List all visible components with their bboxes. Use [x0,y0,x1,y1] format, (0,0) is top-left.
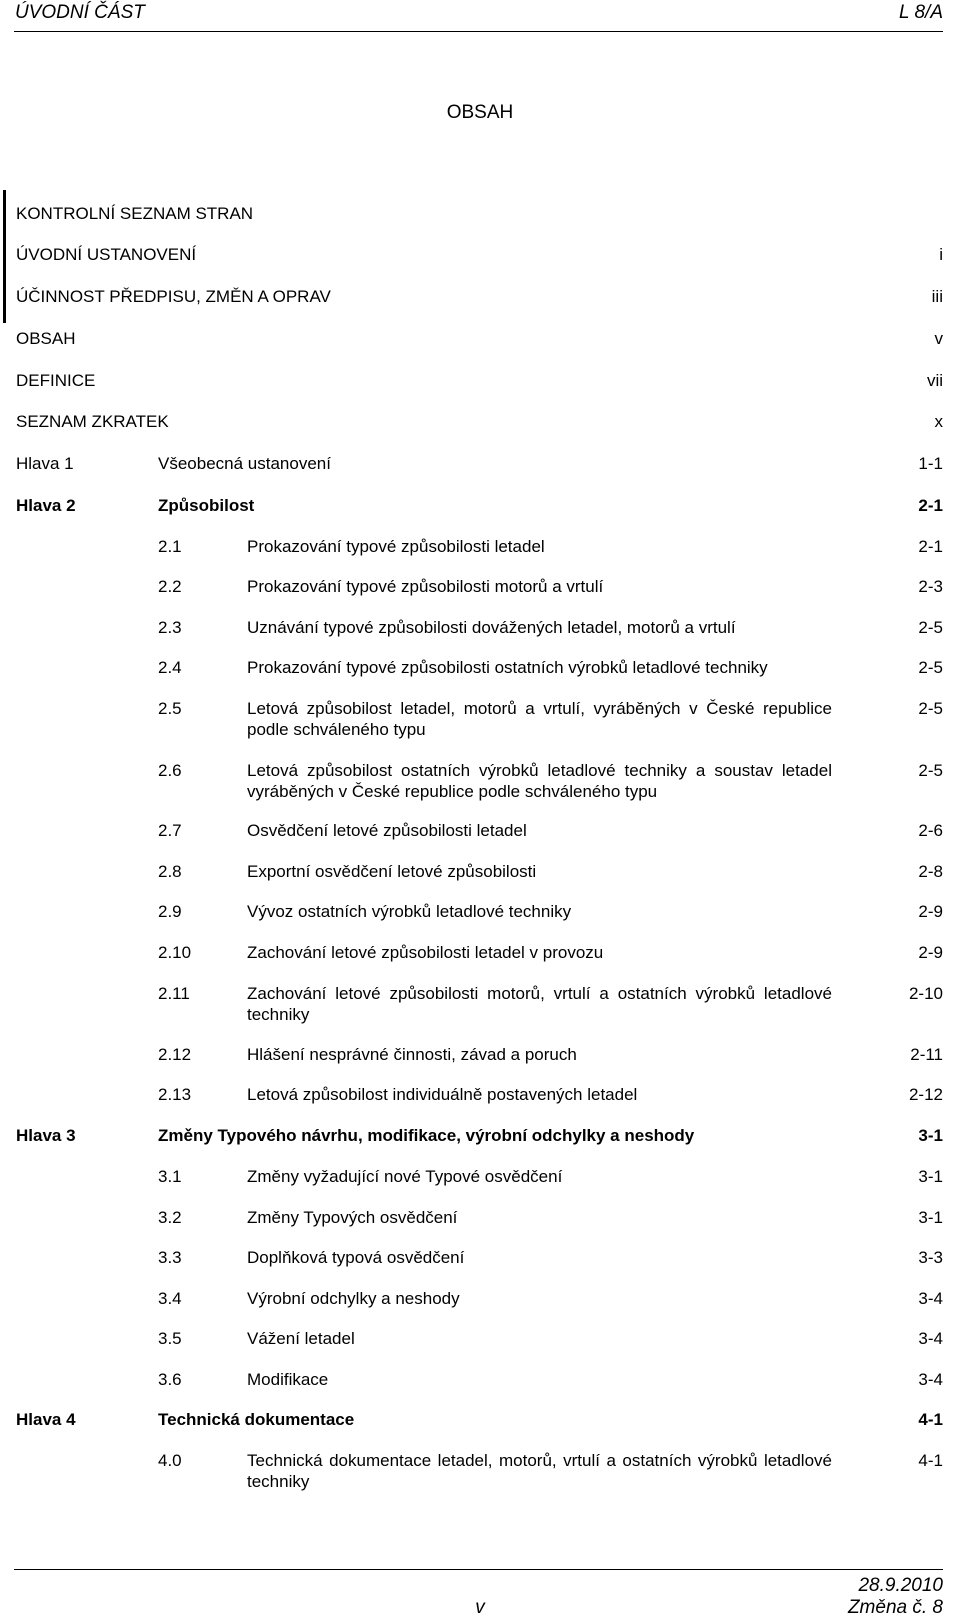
chapter-label: Hlava 1 [16,454,74,473]
footer-change: Změna č. 8 [847,1597,943,1618]
section-title: Změny Typových osvědčení [247,1208,458,1227]
chapter-title: Změny Typového návrhu, modifikace, výrobní odchylky a neshody [158,1126,695,1145]
section-title: Uznávání typové způsobilosti dovážených letadel, motorů a vrtulí [247,618,736,637]
section-title: Změny vyžadující nové Typové osvědčení [247,1167,563,1186]
section-title: Výrobní odchylky a neshody [247,1289,460,1308]
section-number: 2.7 [158,821,182,840]
section-title: Prokazování typové způsobilosti ostatních výrobků letadlové techniky [247,658,768,677]
section-title: Exportní osvědčení letové způsobilosti [247,862,537,881]
section-number: 3.2 [158,1208,182,1227]
section-page: 2-5 [918,761,943,780]
section-number: 2.3 [158,618,182,637]
section-title: Doplňková typová osvědčení [247,1248,465,1267]
section-title: Zachování letové způsobilosti motorů, vrtulí a ostatních výrobků letadlové techniky [247,984,832,1024]
section-title: Vážení letadel [247,1329,355,1348]
toc-item-page: vii [926,371,943,390]
section-page: 3-4 [918,1289,943,1308]
section-title: Letová způsobilost ostatních výrobků letadlové techniky a soustav letadel vyráběných v České republice podle schváleného typu [247,761,832,801]
chapter-label: Hlava 4 [16,1410,76,1429]
section-number: 2.10 [158,943,192,962]
toc-item-title: SEZNAM ZKRATEK [16,412,169,431]
section-title: Letová způsobilost letadel, motorů a vrtulí, vyráběných v České republice podle schváleného typu [247,699,832,739]
toc-item-title: OBSAH [16,329,76,348]
section-title: Vývoz ostatních výrobků letadlové techniky [247,902,572,921]
section-number: 3.5 [158,1329,182,1348]
toc-item-page: v [934,329,943,348]
header-divider [14,31,943,32]
change-bar [3,190,6,323]
section-number: 2.2 [158,577,182,596]
section-page: 2-5 [918,699,943,718]
section-page: 2-5 [918,658,943,677]
page-header [15,2,943,30]
section-page: 2-5 [918,618,943,637]
chapter-title: Způsobilost [158,496,255,515]
section-number: 2.6 [158,761,182,780]
footer-page-number: v [475,1597,485,1618]
chapter-label: Hlava 2 [16,496,76,515]
chapter-page: 1-1 [918,454,943,473]
chapter-title: Technická dokumentace [158,1410,355,1429]
section-number: 2.11 [158,984,190,1003]
section-number: 2.9 [158,902,182,921]
toc-item-title: KONTROLNÍ SEZNAM STRAN [16,204,254,223]
section-number: 3.4 [158,1289,182,1308]
chapter-label: Hlava 3 [16,1126,76,1145]
chapter-title: Všeobecná ustanovení [158,454,331,473]
section-number: 2.12 [158,1045,192,1064]
section-page: 2-6 [918,821,943,840]
section-page: 2-12 [908,1085,943,1104]
section-title: Prokazování typové způsobilosti motorů a vrtulí [247,577,604,596]
footer-divider [14,1569,943,1570]
section-page: 4-1 [918,1451,943,1470]
section-number: 3.3 [158,1248,182,1267]
section-page: 2-3 [918,577,943,596]
section-number: 2.5 [158,699,182,718]
section-number: 2.1 [158,537,182,556]
toc-item-title: DEFINICE [16,371,96,390]
header-document-code: L 8/A [898,2,943,23]
section-number: 2.4 [158,658,182,677]
section-number: 3.6 [158,1370,182,1389]
section-page: 3-3 [918,1248,943,1267]
section-title: Hlášení nesprávné činnosti, závad a poruch [247,1045,577,1064]
section-page: 2-1 [918,537,943,556]
section-number: 4.0 [158,1451,182,1470]
section-number: 3.1 [158,1167,182,1186]
section-title: Letová způsobilost individuálně postavených letadel [247,1085,638,1104]
section-number: 2.8 [158,862,182,881]
toc-item-page: iii [931,287,943,306]
footer-revision [848,1575,943,1619]
toc-item-title: ÚČINNOST PŘEDPISU, ZMĚN A OPRAV [16,287,331,306]
section-page: 2-10 [908,984,943,1003]
chapter-page: 3-1 [918,1126,943,1145]
section-page: 2-8 [918,862,943,881]
section-page: 3-1 [918,1167,943,1186]
section-page: 2-9 [918,902,943,921]
toc-item-title: ÚVODNÍ USTANOVENÍ [16,245,197,264]
section-title: Zachování letové způsobilosti letadel v provozu [247,943,604,962]
footer-date: 28.9.2010 [858,1575,943,1596]
chapter-page: 2-1 [918,496,943,515]
section-title: Prokazování typové způsobilosti letadel [247,537,545,556]
header-section-name: ÚVODNÍ ČÁST [15,2,145,23]
section-page: 3-4 [918,1329,943,1348]
section-page: 2-11 [910,1045,943,1064]
section-title: Technická dokumentace letadel, motorů, vrtulí a ostatních výrobků letadlové techniky [247,1451,832,1491]
chapter-page: 4-1 [918,1410,943,1429]
section-title: Modifikace [247,1370,329,1389]
section-page: 3-1 [918,1208,943,1227]
section-page: 3-4 [918,1370,943,1389]
section-title: Osvědčení letové způsobilosti letadel [247,821,527,840]
section-page: 2-9 [918,943,943,962]
toc-item-page: i [939,245,943,264]
page-title: OBSAH [446,102,514,123]
section-number: 2.13 [158,1085,192,1104]
toc-item-page: x [934,412,943,431]
